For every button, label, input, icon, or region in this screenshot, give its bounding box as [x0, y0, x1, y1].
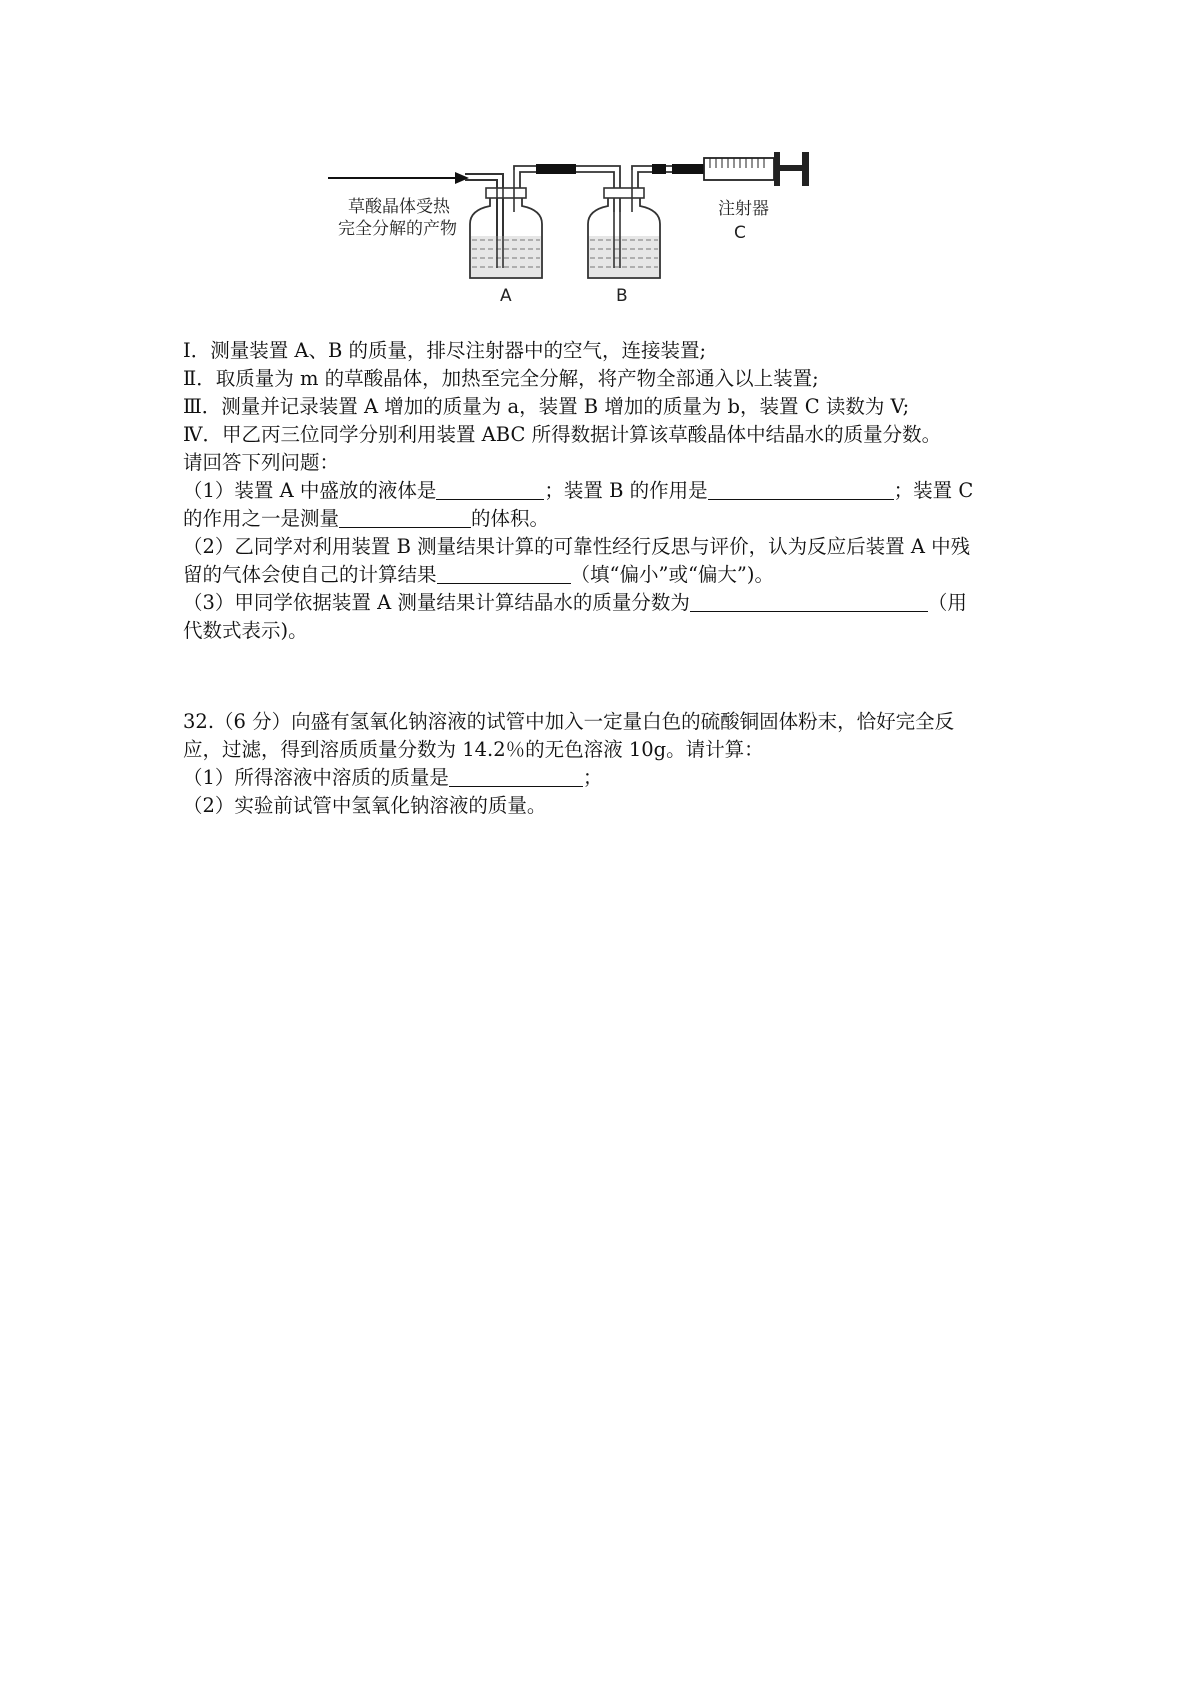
q1-part1: （1）装置 A 中盛放的液体是 [183, 479, 437, 502]
q32-sub-1 [183, 764, 1028, 792]
step-4: Ⅳ．甲乙丙三位同学分别利用装置 ABC 所得数据计算该草酸晶体中结晶水的质量分数。 [183, 423, 942, 446]
q1-part3: ；装置 C [893, 479, 974, 502]
bottle-a [470, 170, 542, 278]
question-prompt: 请回答下列问题： [183, 451, 340, 474]
question-1-line-2 [183, 505, 1028, 533]
input-label-line1: 草酸晶体受热 [348, 197, 450, 217]
q32-sub-2: （2）实验前试管中氢氧化钠溶液的质量。 [183, 794, 547, 817]
q3-part1: （3）甲同学依据装置 A 测量结果计算结晶水的质量分数为 [183, 591, 690, 614]
apparatus-diagram [320, 150, 880, 320]
syringe-label: 注射器 [718, 199, 769, 219]
question-1-line-1 [183, 477, 1028, 505]
q32-answer-blank[interactable] [449, 766, 583, 787]
q3-part2: （用 [927, 591, 967, 614]
q32-line-2: 应，过滤，得到溶质质量分数为 14.2％的无色溶液 10g。请计算： [183, 738, 764, 761]
question-3-line-2: 代数式表示)。 [183, 619, 308, 642]
question-3-line-1 [183, 589, 1028, 617]
procedure-text [183, 337, 1028, 645]
q2-line2-part2: （填“偏小”或“偏大”)。 [570, 563, 774, 586]
q1-answer-blank-1[interactable] [436, 479, 544, 500]
bottle-b-label: B [616, 286, 628, 306]
bottle-b [588, 170, 660, 278]
question-2-line-2 [183, 561, 1028, 589]
q1-line2-part2: 的体积。 [471, 507, 550, 530]
apparatus-figure [320, 150, 880, 320]
step-1: Ⅰ．测量装置 A、B 的质量，排尽注射器中的空气，连接装置; [183, 339, 707, 362]
question-32 [183, 708, 1028, 820]
connector-b-syringe [632, 164, 704, 188]
question-2-line-1: （2）乙同学对利用装置 B 测量结果计算的可靠性经行反思与评价，认为反应后装置 A 中残 [183, 535, 971, 558]
bottle-a-label: A [500, 286, 512, 306]
syringe [704, 152, 809, 186]
q2-answer-blank[interactable] [437, 563, 571, 584]
step-2: Ⅱ．取质量为 m 的草酸晶体，加热至完全分解，将产物全部通入以上装置; [183, 367, 819, 390]
input-arrow [328, 172, 469, 184]
q1-answer-blank-2[interactable] [708, 479, 894, 500]
q3-answer-blank[interactable] [690, 591, 928, 612]
q1-line2-part1: 的作用之一是测量 [183, 507, 340, 530]
q1-part2: ；装置 B 的作用是 [544, 479, 708, 502]
syringe-letter: C [734, 223, 746, 243]
q32-sub1-part1: （1）所得溶液中溶质的质量是 [183, 766, 449, 789]
q1-answer-blank-3[interactable] [339, 507, 471, 528]
input-label-line2: 完全分解的产物 [338, 219, 457, 239]
step-3: Ⅲ．测量并记录装置 A 增加的质量为 a，装置 B 增加的质量为 b，装置 C 读数为 V; [183, 395, 910, 418]
q2-line2-part1: 留的气体会使自己的计算结果 [183, 563, 437, 586]
q32-sub1-part2: ； [582, 766, 603, 789]
q32-line-1: 32.（6 分）向盛有氢氧化钠溶液的试管中加入一定量白色的硫酸铜固体粉末，恰好完全反 [183, 710, 955, 733]
